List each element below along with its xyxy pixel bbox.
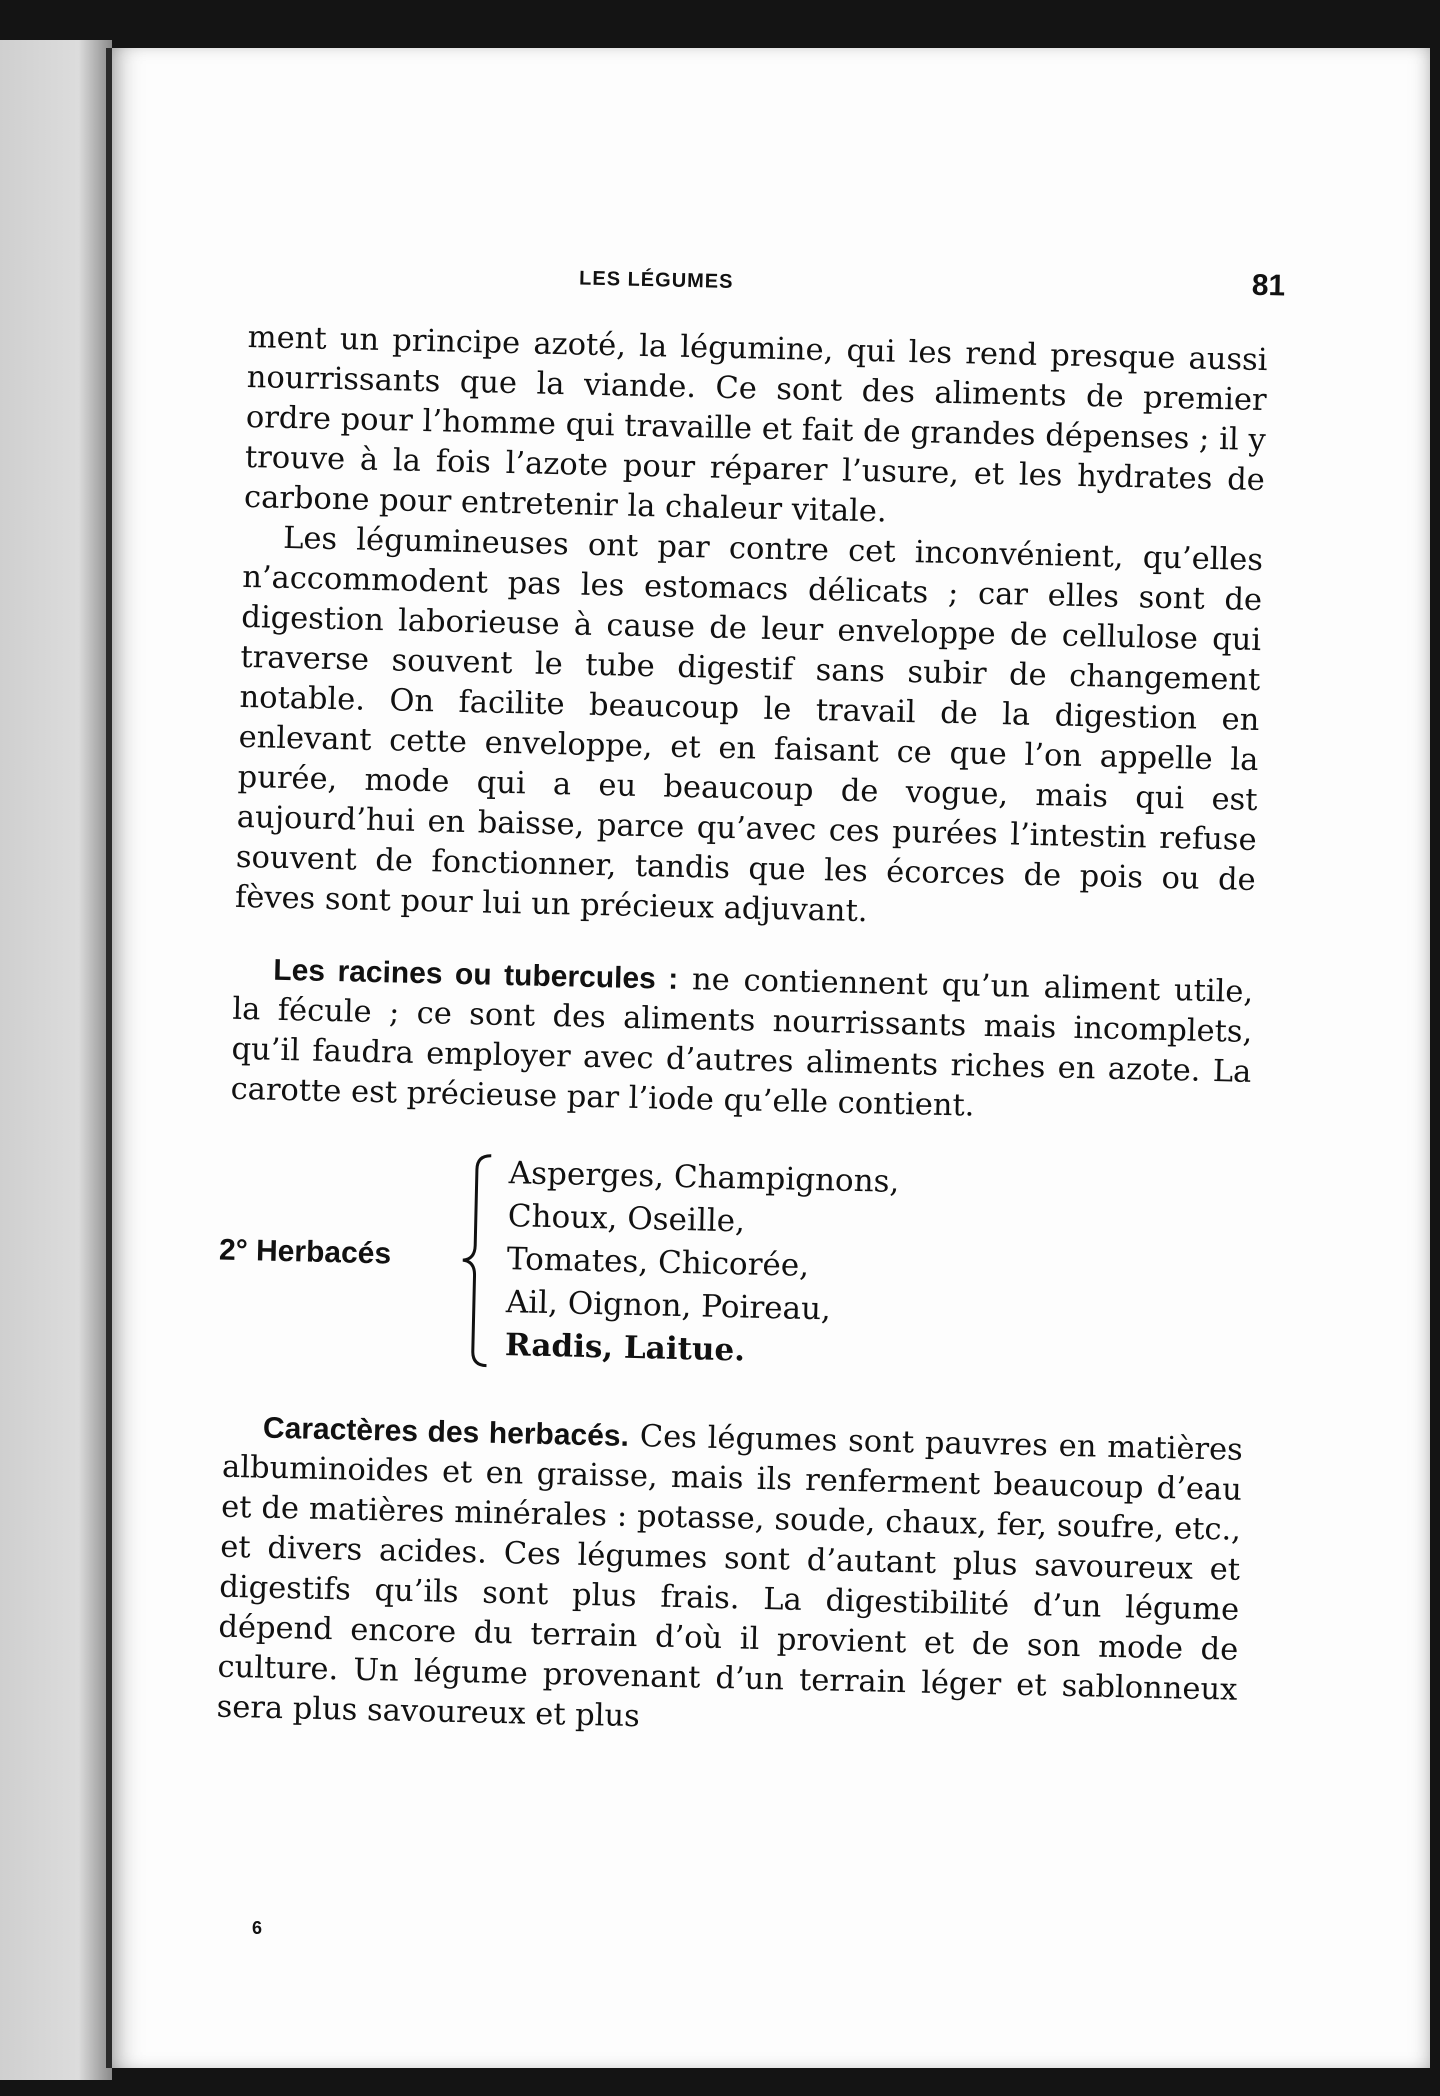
racines-text: ne contiennent qu’un aliment utile, la fécule ; ce sont des aliments nourrissants mais incomplets, qu’il faudra employer avec d’autres aliments riches en azote. La carotte est précieuse par l’iode qu’elle contient. [230, 962, 1254, 1124]
book-page [106, 48, 1430, 2068]
signature-mark: 6 [252, 1918, 263, 1938]
paragraph-legumineuses: Les légumineuses ont par contre cet inconvénient, qu’elles n’accommodent pas les estomacs délicats ; car elles sont de digestion laborieuse à cause de leur enveloppe de cellulose qui traverse souvent le tube digestif sans subir de changement notable. On facilite beaucoup le travail de la digestion en enlevant cette enveloppe, et en faisant ce que l’on appelle la purée, mode qui a eu beaucoup de vogue, mais qui est aujourd’hui en baisse, parce qu’avec ces purées l’intestin refuse souvent de fonctionner, tandis que les écorces de pois ou de fèves sont pour lui un précieux adjuvant. [234, 520, 1264, 930]
paragraph-caracteres [216, 1408, 1243, 1751]
caracteres-text: Ces légumes sont pauvres en matières albuminoides et en graisse, mais ils renferment beaucoup d’eau et de matières minérales : potasse, soude, chaux, fer, soufre, etc., et divers acides. Ces légumes sont d’autant plus savoureux et digestifs qu’ils sont plus frais. La digestibilité d’un légume dépend encore du terrain d’où il provient et de son mode de culture. Un légume provenant d’un terrain léger et sablonneux sera plus savoureux et plus [216, 1419, 1244, 1735]
herbaces-item: Choux, Oseille, [507, 1198, 746, 1240]
page-number: 81 [1251, 268, 1286, 303]
caracteres-heading: Caractères des herbacés. [262, 1411, 630, 1453]
paragraph-racines [230, 950, 1253, 1133]
herbaces-item: Radis, Laitue. [504, 1327, 746, 1369]
racines-heading: Les racines ou tubercules : [273, 953, 679, 996]
herbaces-item: Ail, Oignon, Poireau, [505, 1284, 832, 1328]
herbaces-item: Tomates, Chicorée, [506, 1241, 810, 1284]
paragraph-legumine: ment un principe azoté, la légumine, qui les rend presque aussi nourrissants que la viande. Ce sont des aliments de premier ordre pour l’homme qui travaille et fait de grandes dépenses ; il y trouve à la fois l’azote pour réparer l’usure, et les hydrates de carbone pour entretenir la chaleur vitale. [243, 319, 1268, 530]
curly-brace-icon [456, 1153, 501, 1368]
herbaces-item: Asperges, Champignons, [508, 1155, 900, 1200]
herbaces-items [504, 1152, 899, 1376]
page-text-block [216, 238, 1286, 1751]
herbaces-label: 2° Herbacés [218, 1233, 392, 1271]
herbaces-list-block [218, 1146, 1249, 1399]
running-title: LES LÉGUMES [578, 267, 734, 293]
left-page-edge [0, 40, 112, 2080]
